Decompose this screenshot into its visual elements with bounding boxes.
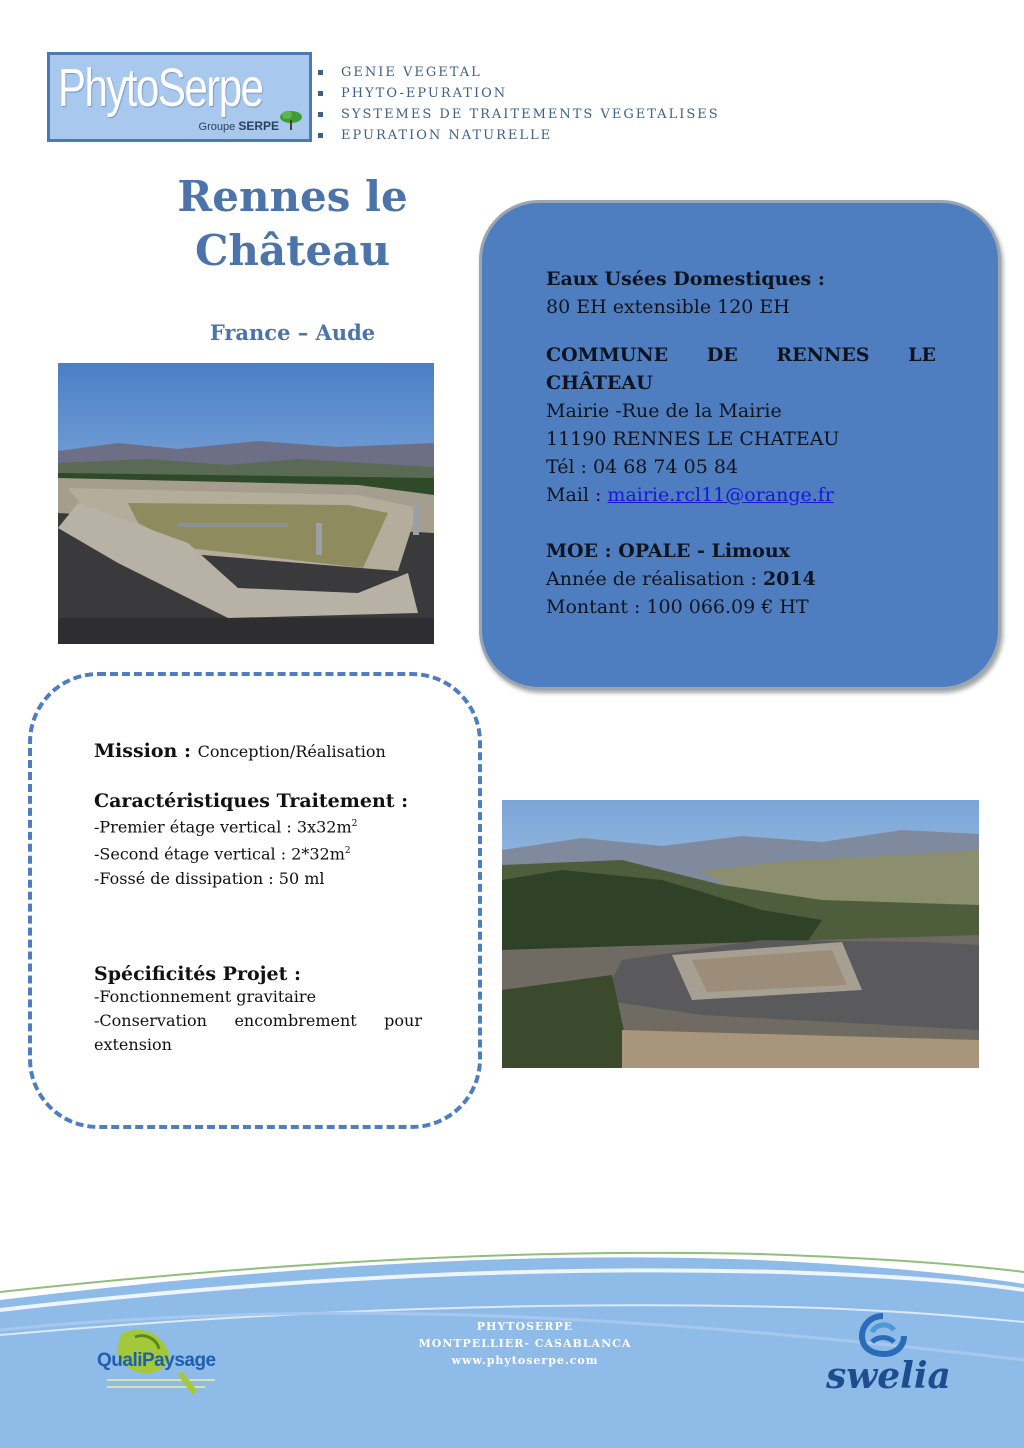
mission-content (94, 740, 422, 1057)
project-info-box (479, 200, 1001, 690)
mail-link[interactable]: mairie.rcl11@orange.fr (607, 484, 834, 506)
characteristics-line: -Second étage vertical : $2*32m^2$ (94, 844, 351, 864)
page-title (150, 170, 435, 278)
wastewater-value: 80 EH extensible 120 EH (546, 296, 790, 318)
commune-heading-end: CHÂTEAU (546, 372, 653, 394)
qualipaysage-logo-text: QualiPaysage (97, 1350, 216, 1371)
year-label: Année de réalisation : (546, 568, 763, 590)
wastewater-label: Eaux Usées Domestiques : (546, 268, 825, 290)
tagline-item: GENIE VEGETAL (318, 62, 720, 83)
specifics-line: -Fonctionnement gravitaire (94, 986, 317, 1006)
tagline-item: EPURATION NATURELLE (318, 125, 720, 146)
project-info-content (546, 265, 936, 621)
footer-locations: MONTPELLIER- CASABLANCA (418, 1337, 632, 1350)
tagline-item: PHYTO-EPURATION (318, 83, 720, 104)
title-line-2: Château (194, 226, 391, 275)
footer-company-name: PHYTOSERPE (476, 1320, 574, 1333)
logo-name: PhytoSerpe (58, 58, 263, 118)
photo-filter-beds (58, 363, 434, 644)
photo-site-overview (502, 800, 979, 1068)
logo-group-label: Groupe (198, 121, 236, 133)
location-subtitle: France – Aude (209, 320, 376, 345)
photo-filter-beds-image (58, 363, 434, 644)
commune-word: DE (706, 344, 738, 366)
characteristics-heading: Caractéristiques Traitement : (94, 790, 409, 812)
mail-line (546, 481, 936, 509)
moe-line: MOE : OPALE - Limoux (546, 540, 790, 562)
characteristics-line: -Fossé de dissipation : 50 ml (94, 868, 325, 888)
mission-label: Mission : (94, 740, 198, 762)
commune-word: COMMUNE (546, 344, 669, 366)
commune-heading (546, 341, 936, 369)
tagline-item: SYSTEMES DE TRAITEMENTS VEGETALISES (318, 104, 720, 125)
commune-word: RENNES (776, 344, 870, 366)
photo-site-overview-image (502, 800, 979, 1068)
address-line-1: Mairie -Rue de la Mairie (546, 400, 782, 422)
swelia-wave-icon (858, 1312, 908, 1358)
logo-group (199, 119, 279, 133)
specifics-line: extension (94, 1034, 172, 1054)
amount-line: Montant : 100 066.09 € HT (546, 596, 809, 618)
swelia-logo-text: swelia (826, 1355, 951, 1397)
footer-website[interactable]: www.phytoserpe.com (451, 1354, 599, 1367)
tree-icon (279, 109, 303, 131)
mail-label: Mail : (546, 484, 608, 506)
title-line-1: Rennes le (177, 172, 408, 221)
mission-box (28, 672, 482, 1129)
phone-number: Tél : 04 68 74 05 84 (546, 456, 739, 478)
characteristics-line: -Premier étage vertical : $3x32m^2$ (94, 817, 358, 837)
specifics-line: -Conservation encombrement pour (94, 1010, 422, 1030)
specifics-heading: Spécificités Projet : (94, 962, 301, 985)
commune-word: LE (908, 344, 936, 366)
footer-company (380, 1318, 670, 1369)
phytoserpe-logo (47, 52, 312, 142)
mission-value: Conception/Réalisation (197, 742, 386, 761)
logo-group-name: SERPE (238, 119, 279, 133)
year-line (546, 565, 936, 593)
year-value: 2014 (762, 568, 816, 590)
tagline-list (318, 62, 720, 146)
mission-line (94, 740, 422, 764)
address-line-2: 11190 RENNES LE CHATEAU (546, 428, 840, 450)
